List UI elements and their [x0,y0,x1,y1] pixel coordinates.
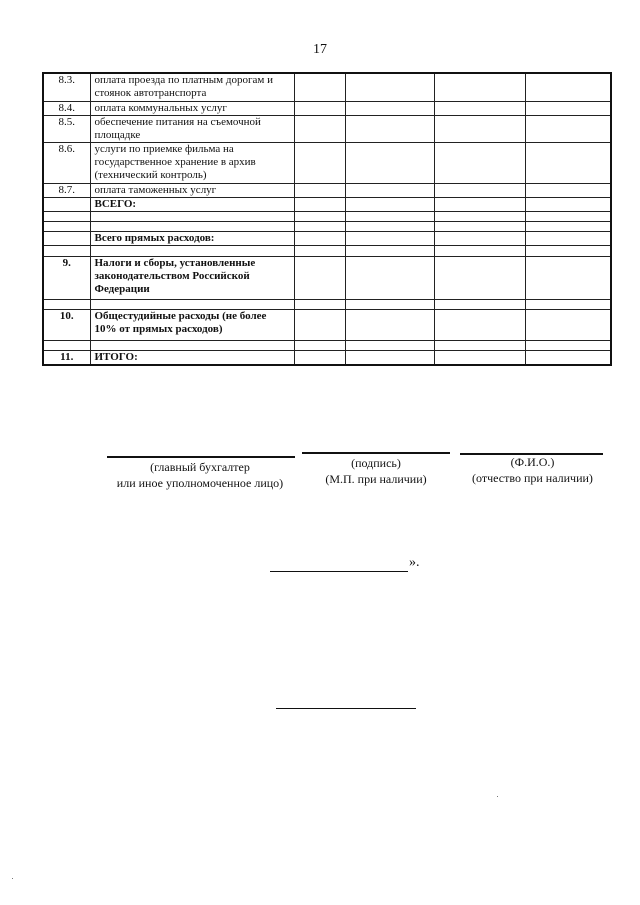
amount-cell [294,245,345,256]
row-number: 8.3. [43,73,90,101]
row-number: 8.7. [43,183,90,197]
table-row [43,309,611,340]
name-caption-line1: (Ф.И.О.) [510,455,555,469]
amount-cell [294,231,345,245]
row-description [90,299,294,309]
table-row [43,183,611,197]
amount-cell [434,221,525,231]
signature-caption-line2: (М.П. при наличии) [325,472,427,486]
row-description [90,245,294,256]
name-caption-line2: (отчество при наличии) [472,471,593,485]
accountant-caption-line1: (главный бухгалтер [150,460,250,474]
amount-cell [525,211,611,221]
amount-cell [294,309,345,340]
row-description: Общестудийные расходы (не более 10% от прямых расходов) [90,309,294,340]
accountant-caption [100,459,300,491]
row-description: Налоги и сборы, установленные законодательством Российской Федерации [90,256,294,299]
table-row [43,115,611,142]
row-description [90,211,294,221]
amount-cell [434,211,525,221]
amount-cell [434,101,525,115]
table-row [43,350,611,365]
row-number [43,211,90,221]
row-number: 8.5. [43,115,90,142]
amount-cell [434,256,525,299]
row-number: 9. [43,256,90,299]
amount-cell [434,73,525,101]
amount-cell [525,115,611,142]
table-row [43,299,611,309]
table-row [43,245,611,256]
scan-speck [497,796,498,797]
amount-cell [525,142,611,183]
row-description [90,221,294,231]
amount-cell [294,101,345,115]
amount-cell [345,197,434,211]
table-row [43,256,611,299]
amount-cell [434,350,525,365]
row-description: обеспечение питания на съемочной площадке [90,115,294,142]
amount-cell [294,221,345,231]
row-number [43,340,90,350]
row-description: услуги по приемке фильма на государственное хранение в архив (технический контроль) [90,142,294,183]
bottom-blank-line [276,708,416,709]
amount-cell [294,256,345,299]
row-description [90,340,294,350]
date-closing-quote: ». [409,555,420,570]
amount-cell [434,245,525,256]
amount-cell [525,197,611,211]
table-row [43,340,611,350]
amount-cell [434,197,525,211]
expense-table [42,72,612,366]
row-number: 11. [43,350,90,365]
amount-cell [434,231,525,245]
amount-cell [345,73,434,101]
amount-cell [345,221,434,231]
table-row [43,142,611,183]
amount-cell [294,73,345,101]
amount-cell [345,299,434,309]
amount-cell [345,183,434,197]
amount-cell [294,340,345,350]
table-row [43,73,611,101]
amount-cell [345,211,434,221]
row-description: ИТОГО: [90,350,294,365]
scan-speck [12,878,13,879]
amount-cell [345,245,434,256]
amount-cell [294,197,345,211]
row-number [43,245,90,256]
accountant-signature-line [107,456,295,458]
row-number [43,221,90,231]
amount-cell [525,183,611,197]
table-row [43,211,611,221]
table-row [43,221,611,231]
amount-cell [345,115,434,142]
amount-cell [345,256,434,299]
amount-cell [434,183,525,197]
name-caption [455,454,610,486]
amount-cell [525,73,611,101]
table-row [43,101,611,115]
signature-caption-line1: (подпись) [351,456,401,470]
amount-cell [345,350,434,365]
row-number: 8.6. [43,142,90,183]
row-description: Всего прямых расходов: [90,231,294,245]
amount-cell [294,211,345,221]
amount-cell [525,350,611,365]
row-description: оплата коммунальных услуг [90,101,294,115]
amount-cell [345,340,434,350]
amount-cell [434,115,525,142]
amount-cell [434,299,525,309]
amount-cell [294,299,345,309]
amount-cell [345,101,434,115]
row-description: оплата проезда по платным дорогам и стоянок автотранспорта [90,73,294,101]
amount-cell [525,299,611,309]
amount-cell [345,231,434,245]
row-number: 10. [43,309,90,340]
amount-cell [434,309,525,340]
accountant-caption-line2: или иное уполномоченное лицо) [116,476,284,490]
amount-cell [525,309,611,340]
amount-cell [434,142,525,183]
page-number: 17 [313,42,327,57]
amount-cell [345,142,434,183]
row-number [43,231,90,245]
amount-cell [434,340,525,350]
date-line [270,571,408,572]
amount-cell [525,101,611,115]
amount-cell [525,245,611,256]
amount-cell [294,115,345,142]
row-number [43,197,90,211]
row-number: 8.4. [43,101,90,115]
row-description: ВСЕГО: [90,197,294,211]
amount-cell [525,221,611,231]
amount-cell [525,340,611,350]
amount-cell [525,256,611,299]
row-number [43,299,90,309]
amount-cell [525,231,611,245]
signature-line [302,452,450,454]
amount-cell [294,142,345,183]
table-row [43,197,611,211]
amount-cell [294,350,345,365]
row-description: оплата таможенных услуг [90,183,294,197]
table-row [43,231,611,245]
amount-cell [294,183,345,197]
signature-caption [300,455,452,487]
amount-cell [345,309,434,340]
